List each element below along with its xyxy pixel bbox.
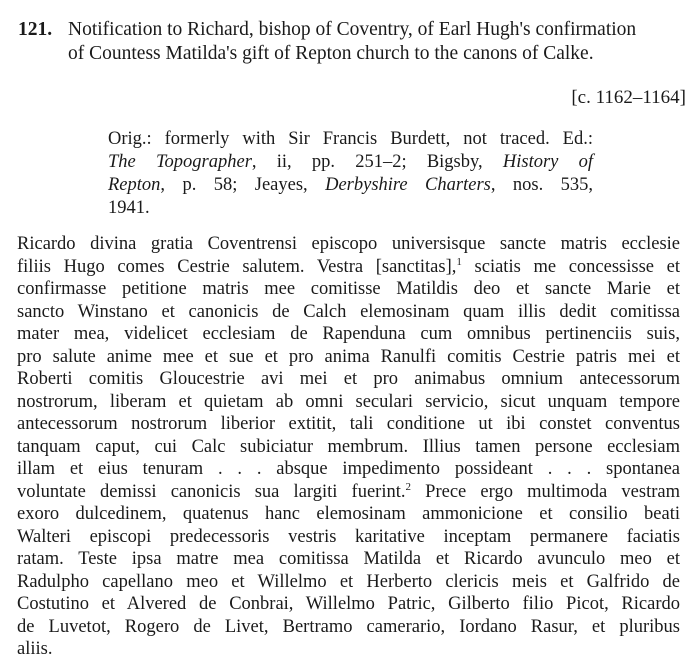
source-line-2	[108, 151, 593, 174]
text-line	[17, 256, 680, 279]
charter-text	[17, 233, 680, 661]
edition-title-derbyshire: Derbyshire Charters	[325, 175, 491, 195]
text-line-2-tail: sciatis me concessisse et	[461, 256, 680, 277]
text-line: Costutino et Alvered de Conbrai, Willelmo Patric, Gilberto filio Picot, Ricardo	[17, 594, 680, 614]
footnote-marker-1[interactable]: 1	[456, 255, 462, 268]
text-line: pro salute anime mee et sue et pro anima Ranulfi comitis Cestrie patris mei et	[17, 346, 680, 367]
text-line: confirmasse petitione matris mee comitisse Matildis deo et sancte Marie et	[17, 279, 680, 299]
text-line: tanquam caput, cui Calc subiciatur membrum. Illius tamen persone ecclesiam	[17, 436, 680, 457]
text-line: aliis.	[17, 639, 53, 659]
edition-title-topographer: The Topographer	[108, 152, 252, 172]
text-line: mater mea, videlicet ecclesiam de Rapenduna cum omnibus pertinenciis suis,	[17, 324, 680, 344]
charter-title-line-2: of Countess Matilda's gift of Repton church to the canons of Calke.	[68, 43, 594, 64]
text-line: exoro dulcedinem, quatenus hanc elemosinam ammonicione et consilio beati	[17, 504, 680, 524]
charter-title-line-1: Notification to Richard, bishop of Coventry, of Earl Hugh's confirmation	[68, 19, 637, 40]
text-line	[17, 481, 680, 504]
charter-number: 121.	[18, 19, 53, 40]
text-line: de Luvetot, Rogero de Livet, Bertramo camerario, Iordano Rasur, et pluribus	[17, 616, 680, 637]
text-line: ratam. Teste ipsa matre mea comitissa Matilda et Ricardo avunculo meo et	[17, 549, 680, 569]
text-line: Ricardo divina gratia Coventrensi episcopo universisque sancte matris ecclesie	[17, 234, 680, 254]
text-line: nostrorum, liberam et quietam ab omni seculari servicio, sicut unquam tempore	[17, 391, 680, 412]
text-line: antecessorum nostrorum liberior extitit, tali conditione ut ibi constet conventus	[17, 414, 680, 434]
charter-date: [c. 1162–1164]	[571, 87, 686, 108]
source-line-3-text-a: , p. 58; Jeayes,	[160, 175, 326, 195]
source-note	[108, 128, 593, 220]
source-line-1: Orig.: formerly with Sir Francis Burdett, not traced. Ed.:	[108, 129, 593, 149]
text-line: Radulpho capellano meo et Willelmo et Herberto clericis meis et Galfrido de	[17, 571, 680, 592]
text-line: sancto Winstano et canonicis de Calch elemosinam quam illis dedit comitissa	[17, 301, 680, 322]
text-line-2-head: filiis Hugo comes Cestrie salutem. Vestra [sanctitas],	[17, 256, 457, 277]
edition-title-history-b: Repton	[108, 175, 161, 195]
text-line-12-head: voluntate demissi canonicis sua largiti fuerint.	[17, 481, 406, 502]
source-line-3	[108, 174, 593, 197]
source-line-3-text-b: , nos. 535,	[490, 175, 593, 195]
text-line-12-tail: Prece ergo multimoda vestram	[411, 481, 680, 502]
text-line: Roberti comitis Gloucestrie avi mei et pro animabus omnium antecessorum	[17, 369, 680, 389]
text-line: illam et eius tenuram . . . absque impedimento possideant . . . spontanea	[17, 459, 680, 479]
source-line-2-text: , ii, pp. 251–2; Bigsby,	[251, 152, 503, 172]
edition-title-history-a: History of	[502, 152, 593, 172]
footnote-marker-2[interactable]: 2	[405, 480, 411, 493]
source-line-4: 1941.	[108, 198, 150, 218]
charter-title	[68, 18, 693, 66]
text-line: Walteri episcopi predecessoris vestris karitative inceptam permanere faciatis	[17, 526, 680, 547]
